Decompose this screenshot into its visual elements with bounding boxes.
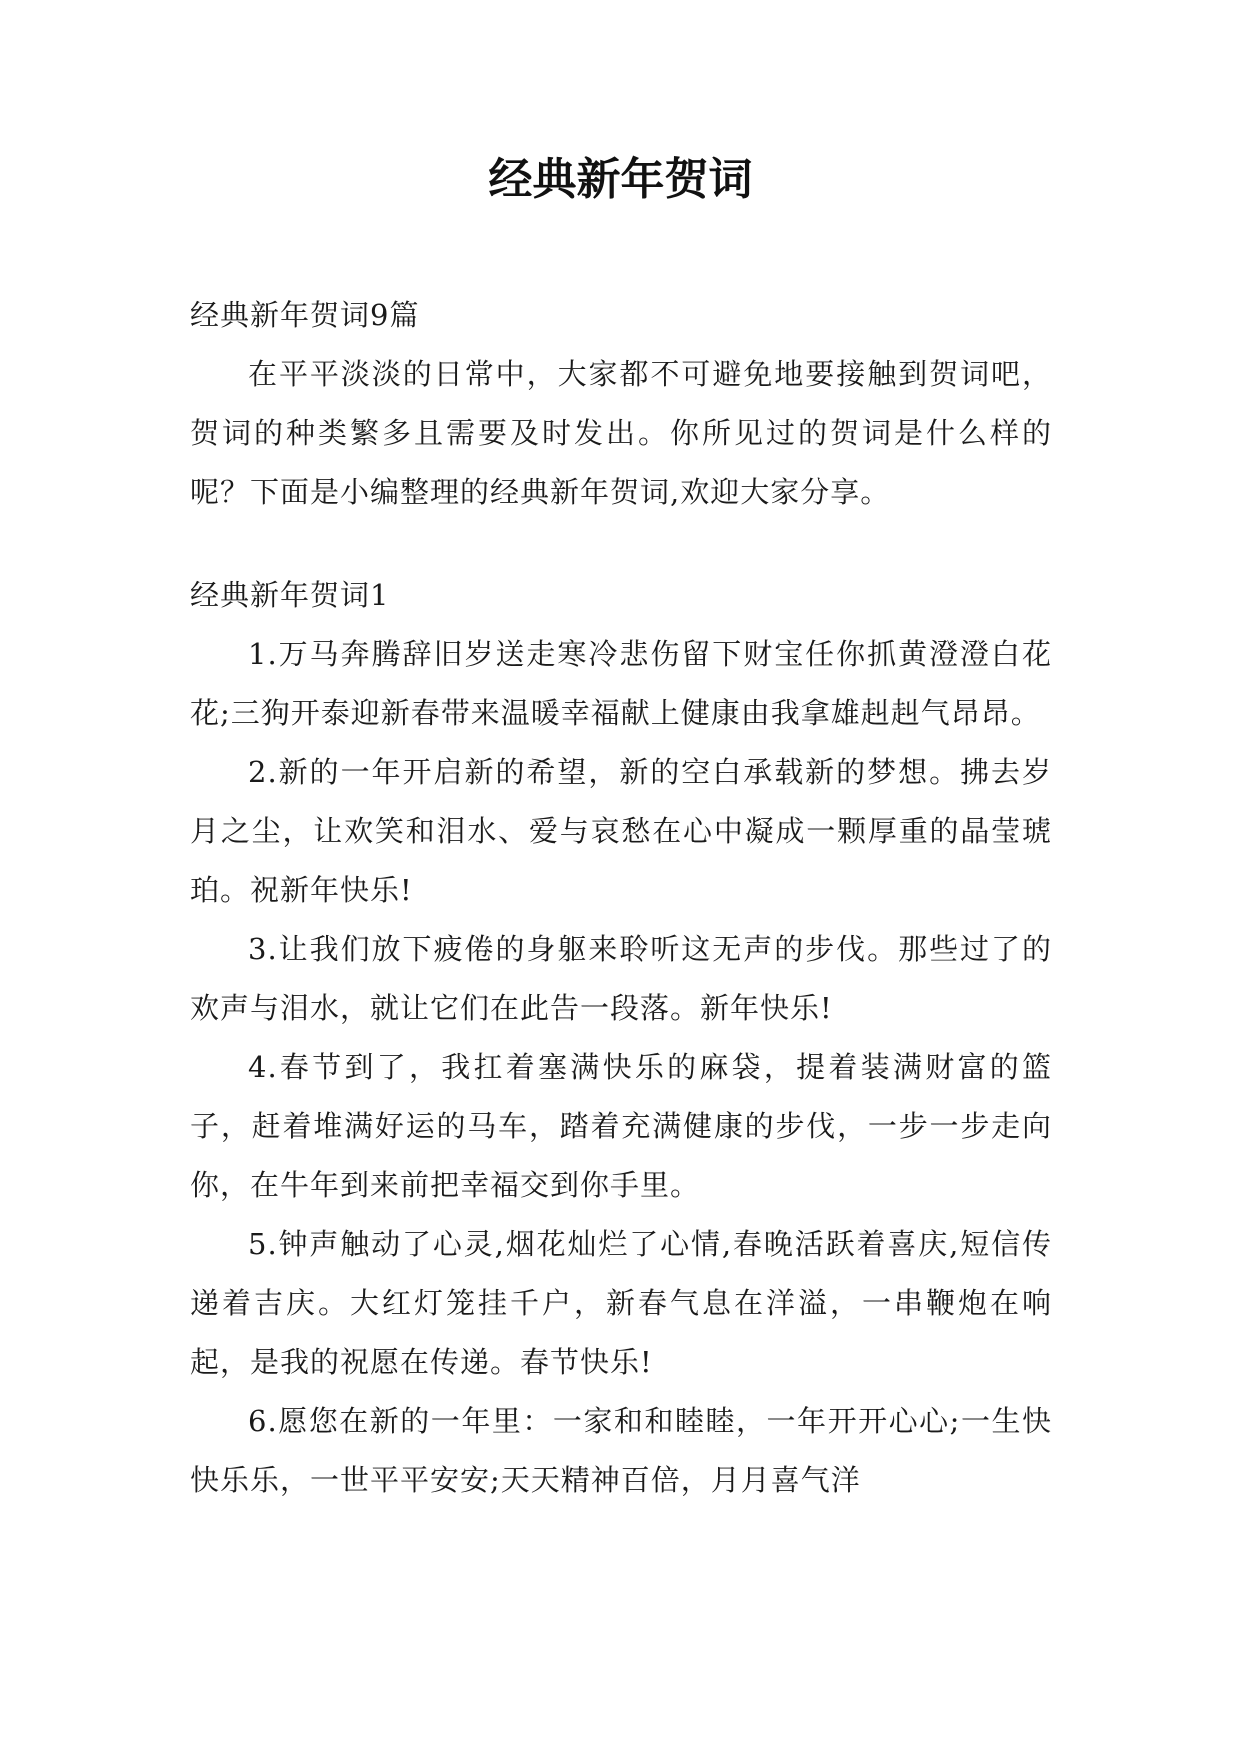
page-title: 经典新年贺词 — [488, 154, 753, 205]
document-body — [190, 286, 1052, 1510]
intro-paragraph: 在平平淡淡的日常中，大家都不可避免地要接触到贺词吧，贺词的种类繁多且需要及时发出。你所见过的贺词是什么样的呢？下面是小编整理的经典新年贺词,欢迎大家分享。 — [190, 357, 1052, 509]
list-item: 1.万马奔腾辞旧岁送走寒冷悲伤留下财宝任你抓黄澄澄白花花;三狗开泰迎新春带来温暖幸福献上健康由我拿雄赳赳气昂昂。 — [190, 637, 1052, 730]
section-spacer — [190, 522, 1052, 566]
list-item: 6.愿您在新的一年里：一家和和睦睦，一年开开心心;一生快快乐乐，一世平平安安;天天精神百倍，月月喜气洋 — [190, 1404, 1052, 1497]
collection-heading: 经典新年贺词9篇 — [190, 298, 420, 332]
section-heading: 经典新年贺词1 — [190, 578, 390, 612]
greeting-list — [190, 625, 1052, 1510]
list-item: 5.钟声触动了心灵,烟花灿烂了心情,春晚活跃着喜庆,短信传递着吉庆。大红灯笼挂千户，新春气息在洋溢，一串鞭炮在响起，是我的祝愿在传递。春节快乐! — [190, 1227, 1052, 1379]
list-item: 2.新的一年开启新的希望，新的空白承载新的梦想。拂去岁月之尘，让欢笑和泪水、爱与哀愁在心中凝成一颗厚重的晶莹琥珀。祝新年快乐! — [190, 755, 1052, 907]
list-item: 4.春节到了，我扛着塞满快乐的麻袋，提着装满财富的篮子，赶着堆满好运的马车，踏着充满健康的步伐，一步一步走向你，在牛年到来前把幸福交到你手里。 — [190, 1050, 1052, 1202]
list-item: 3.让我们放下疲倦的身躯来聆听这无声的步伐。那些过了的欢声与泪水，就让它们在此告一段落。新年快乐! — [190, 932, 1052, 1025]
